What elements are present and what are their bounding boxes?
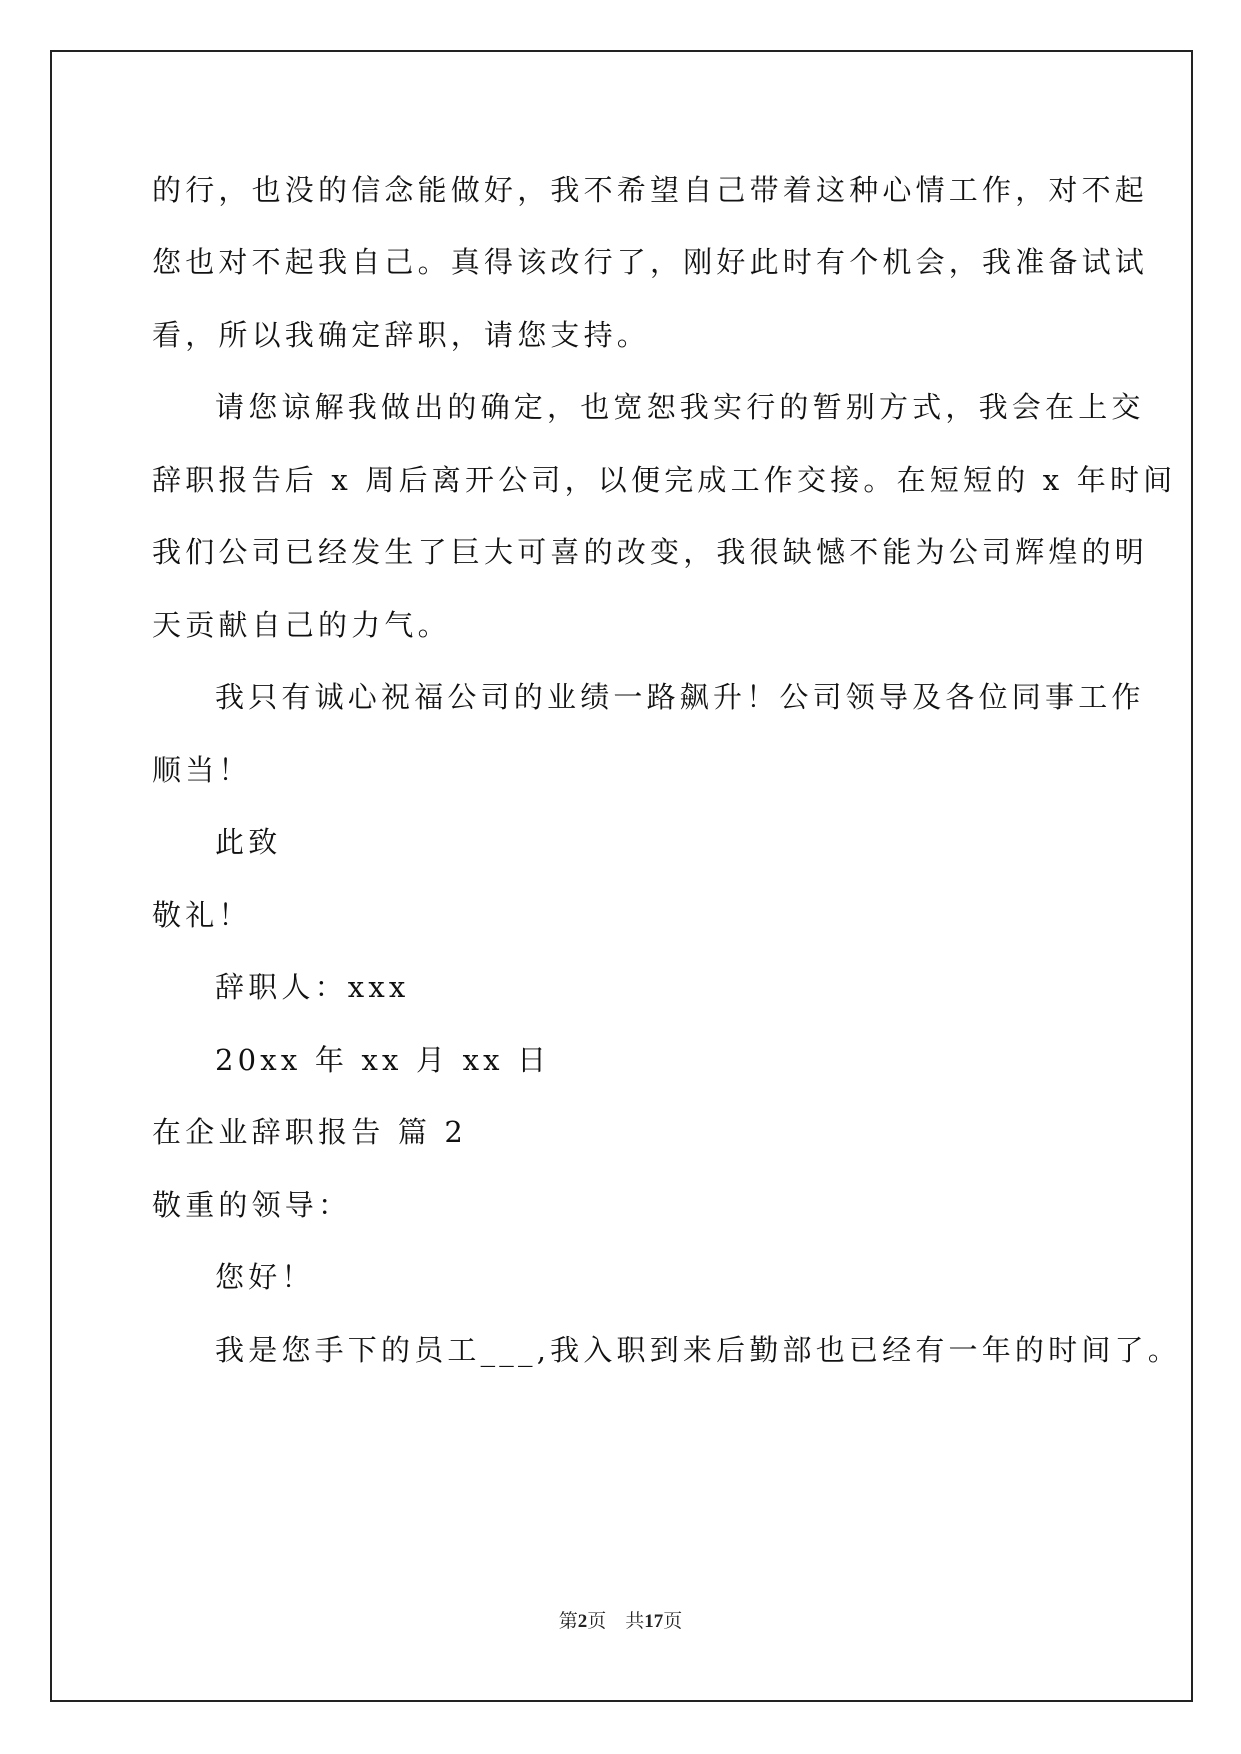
text-line-6: 我们公司已经发生了巨大可喜的改变，我很缺憾不能为公司辉煌的明 <box>152 535 1149 569</box>
text-line-2: 您也对不起我自己。真得该改行了，刚好此时有个机会，我准备试试 <box>152 245 1149 279</box>
section-heading: 在企业辞职报告 篇 2 <box>152 1115 468 1149</box>
footer-middle: 页 共 <box>587 1610 645 1632</box>
text-line-3: 看，所以我确定辞职，请您支持。 <box>152 318 651 352</box>
signature-line: 辞职人：xxx <box>215 970 410 1004</box>
text-line-7: 天贡献自己的力气。 <box>152 608 451 642</box>
greeting-hello: 您好！ <box>215 1260 315 1294</box>
text-line-5: 辞职报告后 x 周后离开公司，以便完成工作交接。在短短的 x 年时间 <box>152 463 1177 497</box>
date-line: 20xx 年 xx 月 xx 日 <box>215 1043 551 1077</box>
salutation-closing: 此致 <box>215 825 282 859</box>
text-line-8: 我只有诚心祝福公司的业绩一路飙升！公司领导及各位同事工作 <box>215 680 1145 714</box>
page-border <box>50 50 1193 1702</box>
text-line-4: 请您谅解我做出的确定，也宽恕我实行的暂别方式，我会在上交 <box>215 390 1145 424</box>
text-line-1: 的行，也没的信念能做好，我不希望自己带着这种心情工作，对不起 <box>152 173 1149 207</box>
footer-total-pages: 17 <box>644 1611 664 1632</box>
footer-page-number: 2 <box>577 1611 588 1632</box>
salutation-respect: 敬礼！ <box>152 898 252 932</box>
footer-suffix: 页 <box>663 1610 683 1632</box>
footer-prefix: 第 <box>558 1610 578 1632</box>
greeting-addressee: 敬重的领导： <box>152 1188 352 1222</box>
page-footer <box>0 1606 1241 1633</box>
text-line-9: 顺当！ <box>152 753 252 787</box>
text-line-17: 我是您手下的员工___,我入职到来后勤部也已经有一年的时间了。 <box>215 1333 1181 1367</box>
